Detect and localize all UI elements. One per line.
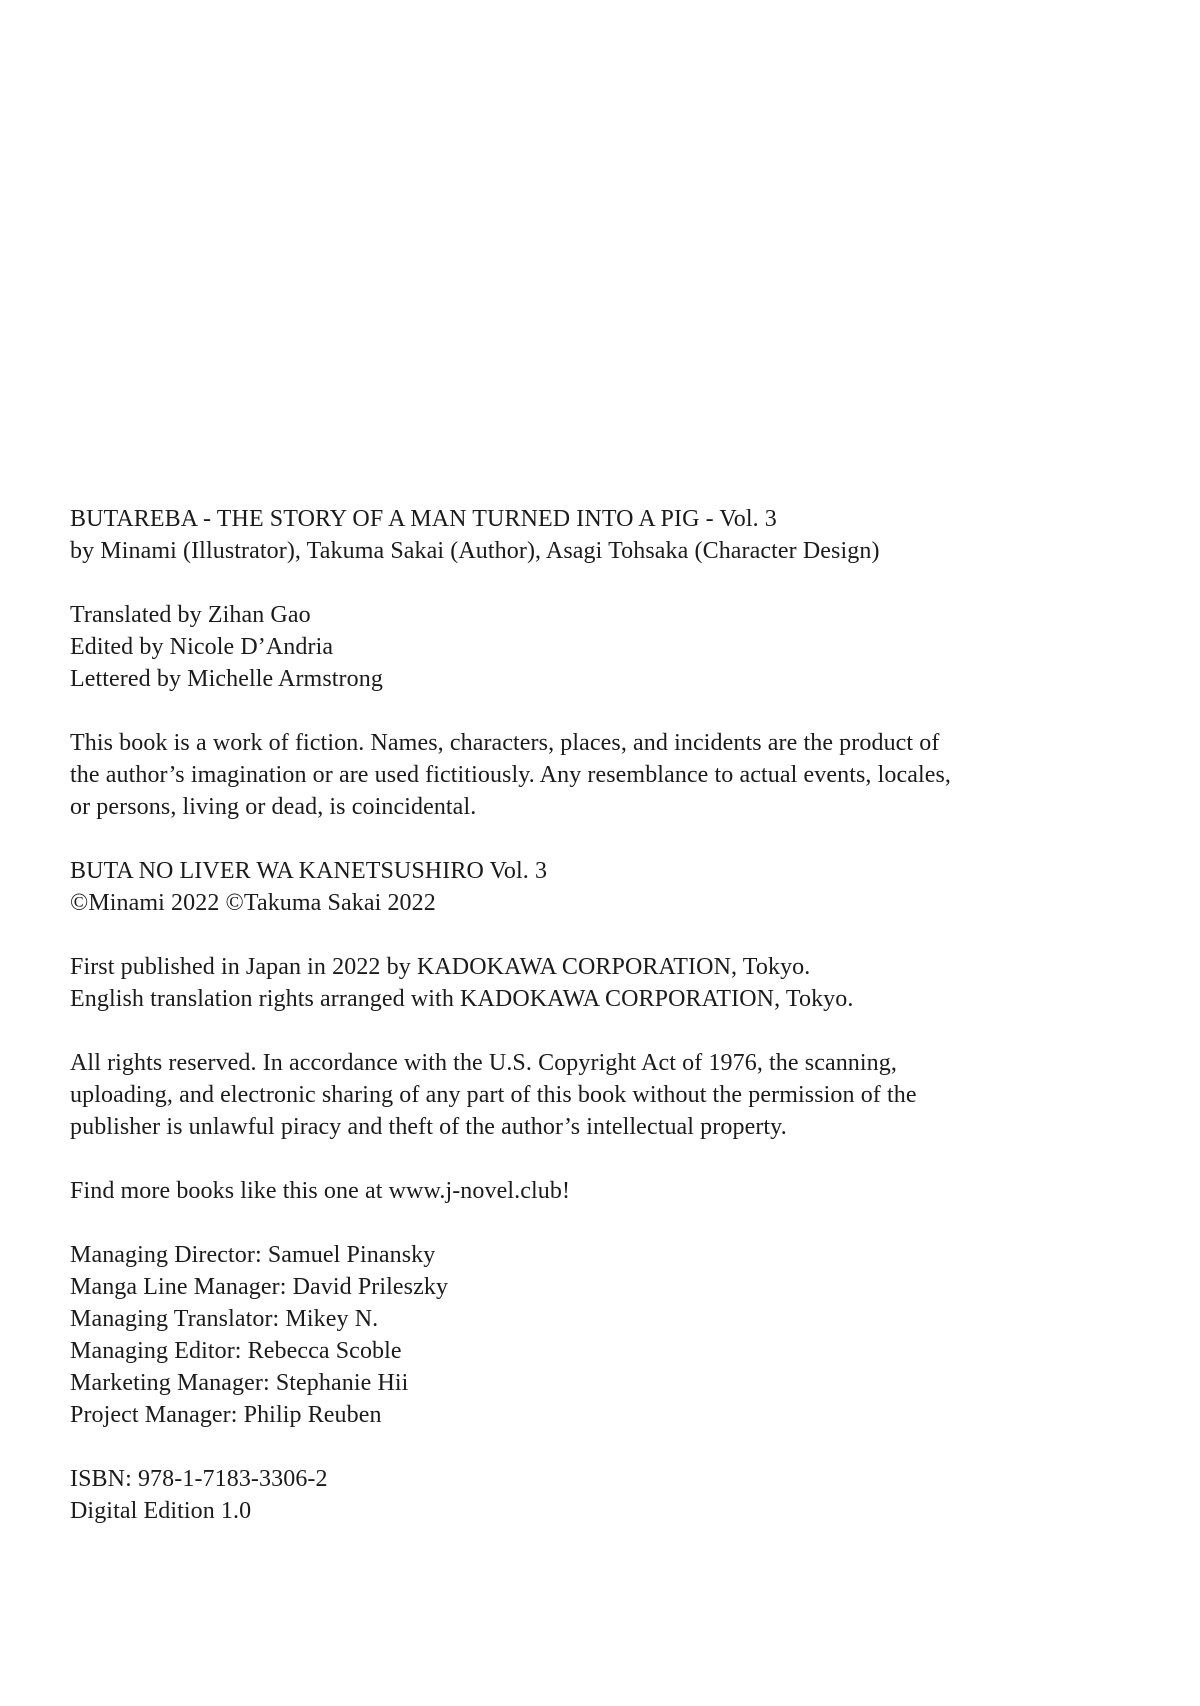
japanese-title: BUTA NO LIVER WA KANETSUSHIRO Vol. 3 bbox=[70, 858, 548, 884]
rights-notice bbox=[70, 1047, 1090, 1143]
publication-block bbox=[70, 951, 1090, 1015]
first-published-line: First published in Japan in 2022 by KADOKAWA CORPORATION, Tokyo. bbox=[70, 954, 811, 980]
staff-marketing-manager: Marketing Manager: Stephanie Hii bbox=[70, 1370, 409, 1396]
isbn-line: ISBN: 978-1-7183-3306-2 bbox=[70, 1466, 328, 1492]
rights-line: publisher is unlawful piracy and theft of the author’s intellectual property. bbox=[70, 1114, 787, 1140]
staff-managing-editor: Managing Editor: Rebecca Scoble bbox=[70, 1338, 402, 1364]
staff-list bbox=[70, 1239, 1090, 1431]
disclaimer-line: the author’s imagination or are used fictitiously. Any resemblance to actual events, locales, bbox=[70, 762, 952, 788]
book-title: BUTAREBA - THE STORY OF A MAN TURNED INTO A PIG - Vol. 3 bbox=[70, 506, 777, 532]
translation-rights-line: English translation rights arranged with KADOKAWA CORPORATION, Tokyo. bbox=[70, 986, 854, 1012]
find-more-text: Find more books like this one at www.j-novel.club! bbox=[70, 1178, 571, 1204]
rights-line: All rights reserved. In accordance with the U.S. Copyright Act of 1976, the scanning, bbox=[70, 1050, 897, 1076]
rights-line: uploading, and electronic sharing of any part of this book without the permission of the bbox=[70, 1082, 917, 1108]
title-block bbox=[70, 503, 1090, 567]
find-more-line bbox=[70, 1175, 1090, 1207]
localization-credits bbox=[70, 599, 1090, 695]
colophon-text-block bbox=[70, 503, 1090, 1559]
staff-project-manager: Project Manager: Philip Reuben bbox=[70, 1402, 382, 1428]
edition-block bbox=[70, 1463, 1090, 1527]
digital-edition-line: Digital Edition 1.0 bbox=[70, 1498, 252, 1524]
disclaimer-line: or persons, living or dead, is coincidental. bbox=[70, 794, 477, 820]
staff-managing-director: Managing Director: Samuel Pinansky bbox=[70, 1242, 436, 1268]
staff-manga-line-manager: Manga Line Manager: David Prileszky bbox=[70, 1274, 449, 1300]
credit-editor: Edited by Nicole D’Andria bbox=[70, 634, 334, 660]
copyright-line: ©Minami 2022 ©Takuma Sakai 2022 bbox=[70, 890, 436, 916]
book-byline: by Minami (Illustrator), Takuma Sakai (Author), Asagi Tohsaka (Character Design) bbox=[70, 538, 880, 564]
fiction-disclaimer bbox=[70, 727, 1090, 823]
credit-letterer: Lettered by Michelle Armstrong bbox=[70, 666, 383, 692]
credit-translator: Translated by Zihan Gao bbox=[70, 602, 311, 628]
original-edition-block bbox=[70, 855, 1090, 919]
staff-managing-translator: Managing Translator: Mikey N. bbox=[70, 1306, 379, 1332]
disclaimer-line: This book is a work of fiction. Names, characters, places, and incidents are the product of bbox=[70, 730, 940, 756]
